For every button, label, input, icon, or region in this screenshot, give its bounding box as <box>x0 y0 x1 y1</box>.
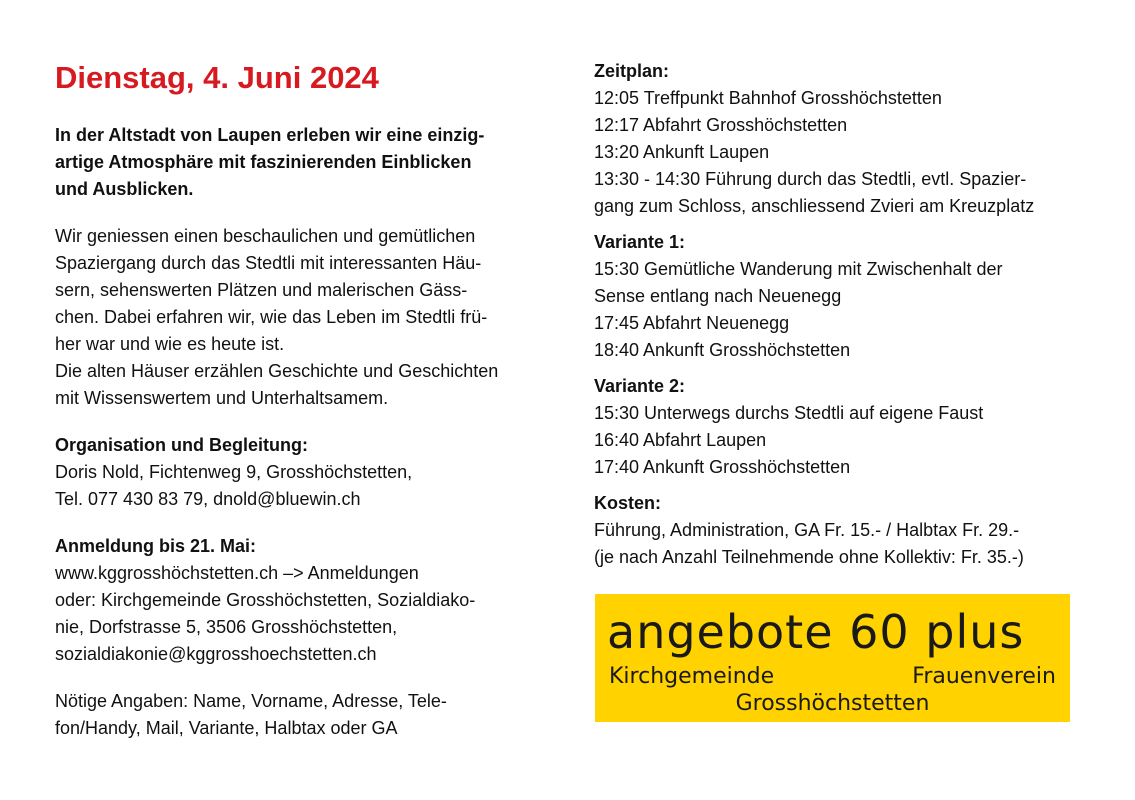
description <box>55 223 545 412</box>
zeitplan-section <box>594 58 1084 220</box>
organisation-line: Doris Nold, Fichtenweg 9, Grosshöchstetten, <box>55 462 413 482</box>
description-line: mit Wissenswertem und Unterhaltsamem. <box>55 388 389 408</box>
logo-bottom-text: Grosshöchstetten <box>735 691 930 716</box>
kosten-line: (je nach Anzahl Teilnehmende ohne Kollektiv: Fr. 35.-) <box>594 547 1024 567</box>
intro-lead <box>55 122 545 203</box>
anmeldung-section <box>55 533 545 668</box>
lead-line: und Ausblicken. <box>55 179 194 199</box>
variante2-section <box>594 373 1084 481</box>
variante2-line: 17:40 Ankunft Grosshöchstetten <box>594 457 851 477</box>
variante1-line: 15:30 Gemütliche Wanderung mit Zwischenhalt der <box>594 259 1003 279</box>
variante1-line: 18:40 Ankunft Grosshöchstetten <box>594 340 851 360</box>
variante1-heading: Variante 1: <box>594 232 686 252</box>
organisation-section <box>55 432 545 513</box>
description-line: sern, sehenswerten Plätzen und malerischen Gäss- <box>55 280 468 300</box>
kosten-section <box>594 490 1084 571</box>
left-column <box>55 58 545 762</box>
anmeldung-heading: Anmeldung bis 21. Mai: <box>55 536 257 556</box>
zeitplan-line: 12:05 Treffpunkt Bahnhof Grosshöchstetten <box>594 88 942 108</box>
lead-line: artige Atmosphäre mit faszinierenden Einblicken <box>55 152 472 172</box>
variante2-heading: Variante 2: <box>594 376 686 396</box>
anmeldung-line: oder: Kirchgemeinde Grosshöchstetten, Sozialdiako- <box>55 590 476 610</box>
organisation-heading: Organisation und Begleitung: <box>55 435 308 455</box>
logo-left-text: Kirchgemeinde <box>609 664 775 689</box>
anmeldung-line: nie, Dorfstrasse 5, 3506 Grosshöchstetten, <box>55 617 398 637</box>
description-line: chen. Dabei erfahren wir, wie das Leben im Stedtli frü- <box>55 307 488 327</box>
variante2-line: 15:30 Unterwegs durchs Stedtli auf eigene Faust <box>594 403 984 423</box>
page-title: Dienstag, 4. Juni 2024 <box>55 60 379 95</box>
zeitplan-line: 13:30 - 14:30 Führung durch das Stedtli, evtl. Spazier- <box>594 169 1027 189</box>
zeitplan-line: gang zum Schloss, anschliessend Zvieri am Kreuzplatz <box>594 196 1035 216</box>
kosten-heading: Kosten: <box>594 493 661 513</box>
angaben-line: fon/Handy, Mail, Variante, Halbtax oder GA <box>55 718 398 738</box>
description-line: Spaziergang durch das Stedtli mit interessanten Häu- <box>55 253 482 273</box>
angebote-logo <box>595 594 1070 722</box>
variante2-line: 16:40 Abfahrt Laupen <box>594 430 767 450</box>
right-column <box>594 58 1084 580</box>
description-line: her war und wie es heute ist. <box>55 334 285 354</box>
anmeldung-line: sozialdiakonie@kggrosshoechstetten.ch <box>55 644 377 664</box>
variante1-line: 17:45 Abfahrt Neuenegg <box>594 313 790 333</box>
zeitplan-heading: Zeitplan: <box>594 61 669 81</box>
logo-right-text: Frauenverein <box>912 664 1056 689</box>
organisation-line: Tel. 077 430 83 79, dnold@bluewin.ch <box>55 489 361 509</box>
logo-main-text: angebote 60 plus <box>607 605 1025 659</box>
variante1-line: Sense entlang nach Neuenegg <box>594 286 842 306</box>
zeitplan-line: 13:20 Ankunft Laupen <box>594 142 770 162</box>
kosten-line: Führung, Administration, GA Fr. 15.- / Halbtax Fr. 29.- <box>594 520 1020 540</box>
description-line: Wir geniessen einen beschaulichen und gemütlichen <box>55 226 476 246</box>
angaben-line: Nötige Angaben: Name, Vorname, Adresse, Tele- <box>55 691 447 711</box>
description-line: Die alten Häuser erzählen Geschichte und Geschichten <box>55 361 499 381</box>
variante1-section <box>594 229 1084 364</box>
anmeldung-line: www.kggrosshöchstetten.ch –> Anmeldungen <box>55 563 419 583</box>
lead-line: In der Altstadt von Laupen erleben wir eine einzig- <box>55 125 485 145</box>
angaben-section <box>55 688 545 742</box>
zeitplan-line: 12:17 Abfahrt Grosshöchstetten <box>594 115 848 135</box>
